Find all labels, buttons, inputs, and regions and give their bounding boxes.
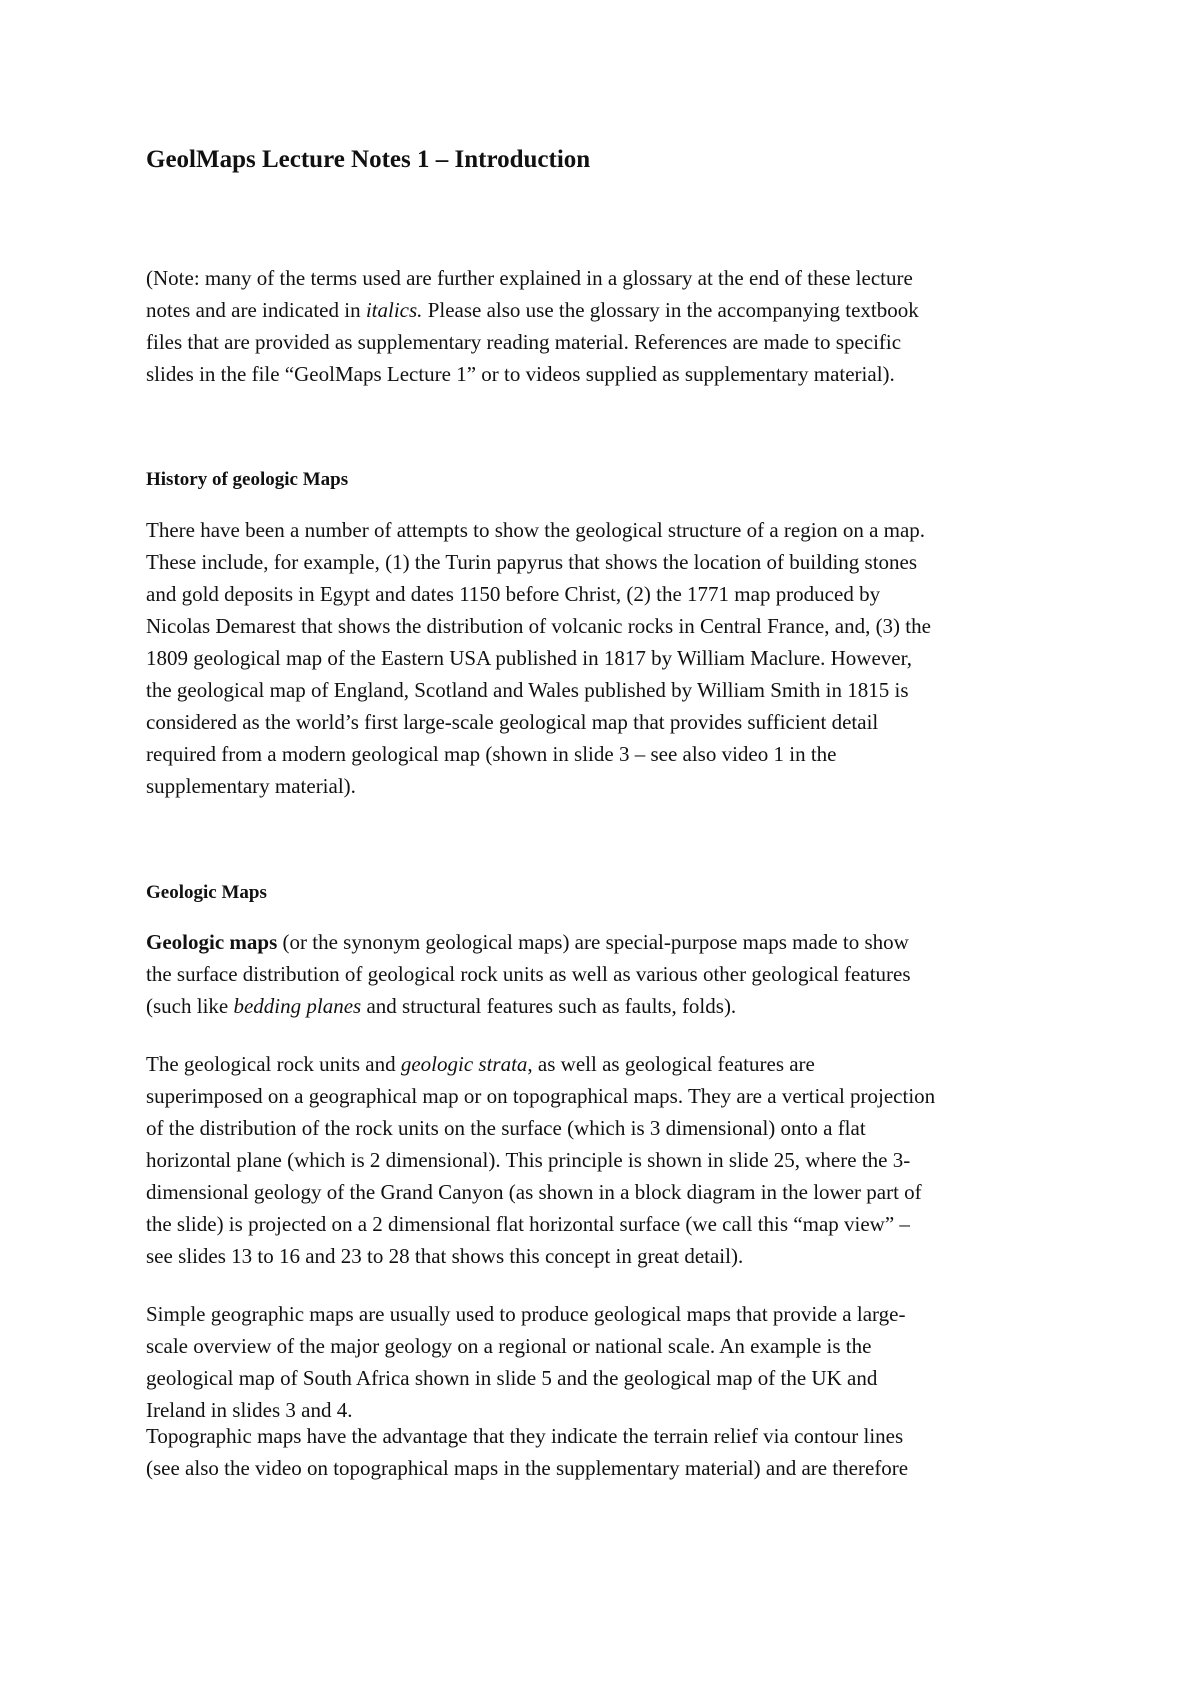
- text-line: dimensional geology of the Grand Canyon (as shown in a block diagram in the lower part of: [146, 1180, 922, 1204]
- topographic-maps-paragraph: [146, 1420, 1076, 1484]
- text-line: the slide) is projected on a 2 dimensional flat horizontal surface (we call this “map view” –: [146, 1212, 910, 1236]
- text-line: and gold deposits in Egypt and dates 1150 before Christ, (2) the 1771 map produced by: [146, 582, 881, 606]
- text-line: Simple geographic maps are usually used to produce geological maps that provide a large-: [146, 1302, 906, 1326]
- history-paragraph: [146, 514, 1076, 802]
- geologic-maps-definition-paragraph: [146, 926, 1076, 1022]
- text-line: considered as the world’s first large-scale geological map that provides sufficient detail: [146, 710, 879, 734]
- text-line: see slides 13 to 16 and 23 to 28 that shows this concept in great detail).: [146, 1244, 744, 1268]
- text-line: horizontal plane (which is 2 dimensional). This principle is shown in slide 25, where the 3-: [146, 1148, 911, 1172]
- italic-term: bedding planes: [233, 994, 362, 1018]
- text-line: superimposed on a geographical map or on topographical maps. They are a vertical projection: [146, 1084, 936, 1108]
- text-line: (Note: many of the terms used are further explained in a glossary at the end of these lecture: [146, 266, 913, 290]
- text-line: Topographic maps have the advantage that they indicate the terrain relief via contour lines: [146, 1424, 904, 1448]
- text-line: geological map of South Africa shown in slide 5 and the geological map of the UK and: [146, 1366, 878, 1390]
- text-line: (such like bedding planes and structural features such as faults, folds).: [146, 994, 737, 1018]
- text-line: 1809 geological map of the Eastern USA published in 1817 by William Maclure. However,: [146, 646, 913, 670]
- intro-note-paragraph: [146, 262, 1076, 390]
- text-line: of the distribution of the rock units on the surface (which is 3 dimensional) onto a flat: [146, 1116, 866, 1140]
- text-line: files that are provided as supplementary reading material. References are made to specific: [146, 330, 902, 354]
- text-line: (see also the video on topographical maps in the supplementary material) and are therefore: [146, 1456, 909, 1480]
- text-line: The geological rock units and geologic strata, as well as geological features are: [146, 1052, 815, 1076]
- italic-term: geologic strata: [400, 1052, 528, 1076]
- geographic-maps-paragraph: [146, 1298, 1076, 1426]
- text-line: supplementary material).: [146, 774, 356, 798]
- text-line: Ireland in slides 3 and 4.: [146, 1398, 353, 1422]
- text-line: the surface distribution of geological rock units as well as various other geological features: [146, 962, 911, 986]
- document-title: GeolMaps Lecture Notes 1 – Introduction: [146, 146, 591, 173]
- text-line: scale overview of the major geology on a regional or national scale. An example is the: [146, 1334, 872, 1358]
- text-line: There have been a number of attempts to show the geological structure of a region on a map.: [146, 518, 926, 542]
- map-projection-paragraph: [146, 1048, 1076, 1272]
- italic-term: italics.: [365, 298, 423, 322]
- history-heading: History of geologic Maps: [146, 469, 349, 490]
- text-line: Nicolas Demarest that shows the distribution of volcanic rocks in Central France, and, (3) the: [146, 614, 931, 638]
- text-line: the geological map of England, Scotland and Wales published by William Smith in 1815 is: [146, 678, 909, 702]
- text-line: slides in the file “GeolMaps Lecture 1” or to videos supplied as supplementary material).: [146, 362, 895, 386]
- text-line: Geologic maps (or the synonym geological maps) are special-purpose maps made to show: [146, 930, 909, 954]
- text-line: These include, for example, (1) the Turin papyrus that shows the location of building stones: [146, 550, 918, 574]
- text-line: required from a modern geological map (shown in slide 3 – see also video 1 in the: [146, 742, 837, 766]
- bold-term: Geologic maps: [146, 930, 278, 954]
- geologic-maps-heading: Geologic Maps: [146, 882, 267, 903]
- text-line: notes and are indicated in italics. Please also use the glossary in the accompanying textbook: [146, 298, 919, 322]
